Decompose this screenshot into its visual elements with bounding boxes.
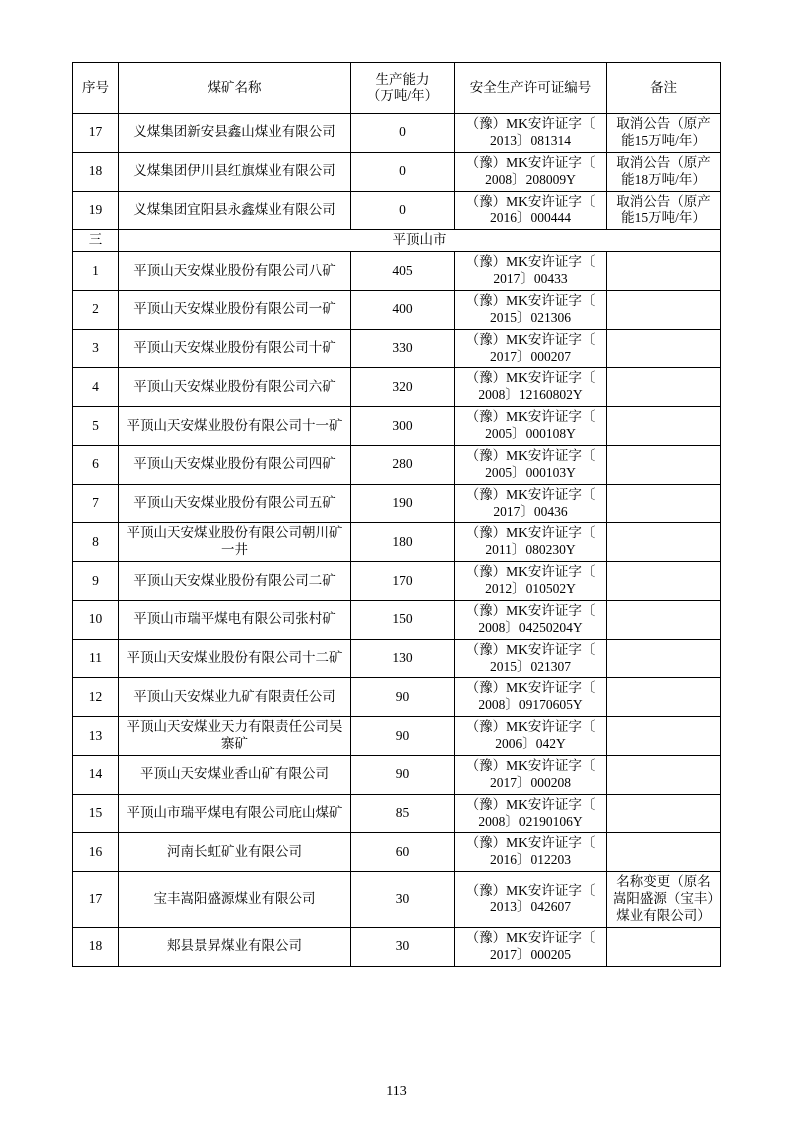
table-row <box>73 833 721 872</box>
license-line2: 2016〕000444 <box>490 210 571 226</box>
note-line2: 嵩阳盛源（宝丰）煤业有限公司） <box>612 891 715 923</box>
table-row <box>73 794 721 833</box>
note-line2: 能18万吨/年） <box>621 171 706 187</box>
row-index: 17 <box>73 872 119 928</box>
row-capacity: 280 <box>351 445 455 484</box>
note-line1: 取消公告（原产 <box>616 154 711 170</box>
row-license <box>455 678 607 717</box>
table-row <box>73 755 721 794</box>
row-index: 13 <box>73 717 119 756</box>
row-mine-name: 平顶山天安煤业股份有限公司四矿 <box>119 445 351 484</box>
table-row <box>73 152 721 191</box>
row-mine-name: 平顶山天安煤业股份有限公司十矿 <box>119 329 351 368</box>
row-license <box>455 445 607 484</box>
row-note <box>607 368 721 407</box>
row-license <box>455 639 607 678</box>
row-index: 9 <box>73 562 119 601</box>
row-mine-name: 平顶山天安煤业天力有限责任公司吴寨矿 <box>119 717 351 756</box>
row-index: 10 <box>73 600 119 639</box>
row-license <box>455 114 607 153</box>
row-license <box>455 794 607 833</box>
header-name: 煤矿名称 <box>119 63 351 114</box>
table-row <box>73 523 721 562</box>
license-line1: （豫）MK安许证字〔 <box>465 331 596 347</box>
row-note <box>607 678 721 717</box>
row-capacity: 150 <box>351 600 455 639</box>
license-line2: 2013〕042607 <box>490 899 571 915</box>
row-mine-name: 平顶山天安煤业股份有限公司五矿 <box>119 484 351 523</box>
row-note <box>607 717 721 756</box>
header-capacity-line1: 生产能力 <box>375 71 430 87</box>
row-note <box>607 329 721 368</box>
row-capacity: 85 <box>351 794 455 833</box>
license-line2: 2013〕081314 <box>490 132 571 148</box>
license-line2: 2016〕012203 <box>490 852 571 868</box>
row-license <box>455 368 607 407</box>
row-index: 12 <box>73 678 119 717</box>
row-license <box>455 755 607 794</box>
license-line2: 2008〕04250204Y <box>478 619 583 635</box>
table-row <box>73 562 721 601</box>
license-line1: （豫）MK安许证字〔 <box>465 602 596 618</box>
row-index: 8 <box>73 523 119 562</box>
license-line2: 2005〕000108Y <box>485 426 576 441</box>
table-row <box>73 191 721 230</box>
row-index: 6 <box>73 445 119 484</box>
table-row <box>73 445 721 484</box>
row-license <box>455 407 607 446</box>
row-license <box>455 252 607 291</box>
row-note <box>607 484 721 523</box>
page-number: 113 <box>386 1084 407 1099</box>
row-capacity: 330 <box>351 329 455 368</box>
row-mine-name: 平顶山天安煤业股份有限公司二矿 <box>119 562 351 601</box>
table-row <box>73 114 721 153</box>
license-line2: 2015〕021307 <box>490 658 571 674</box>
table-row <box>73 678 721 717</box>
table-header <box>73 63 721 114</box>
row-license <box>455 329 607 368</box>
table-row <box>73 290 721 329</box>
row-capacity: 90 <box>351 755 455 794</box>
row-mine-name: 平顶山天安煤业股份有限公司八矿 <box>119 252 351 291</box>
table-row <box>73 329 721 368</box>
row-capacity: 180 <box>351 523 455 562</box>
license-line2: 2008〕02190106Y <box>478 813 583 829</box>
row-capacity: 190 <box>351 484 455 523</box>
row-capacity: 0 <box>351 152 455 191</box>
row-note <box>607 562 721 601</box>
note-line2: 能15万吨/年） <box>621 132 706 148</box>
note-line1: 名称变更（原名 <box>616 874 711 890</box>
row-mine-name: 平顶山天安煤业股份有限公司朝川矿一井 <box>119 523 351 562</box>
row-index: 16 <box>73 833 119 872</box>
row-index: 19 <box>73 191 119 230</box>
license-line1: （豫）MK安许证字〔 <box>465 254 596 270</box>
license-line2: 2017〕000208 <box>490 774 571 790</box>
row-index: 7 <box>73 484 119 523</box>
license-line2: 2008〕208009Y <box>485 171 576 187</box>
row-index: 11 <box>73 639 119 678</box>
note-line1: 取消公告（原产 <box>616 193 711 209</box>
row-license <box>455 191 607 230</box>
license-line1: （豫）MK安许证字〔 <box>465 641 596 657</box>
row-index: 18 <box>73 152 119 191</box>
license-line1: （豫）MK安许证字〔 <box>465 929 596 945</box>
row-mine-name: 平顶山天安煤业香山矿有限公司 <box>119 755 351 794</box>
row-capacity: 30 <box>351 872 455 928</box>
row-license <box>455 927 607 966</box>
license-line1: （豫）MK安许证字〔 <box>465 292 596 308</box>
row-index: 2 <box>73 290 119 329</box>
row-mine-name: 平顶山市瑞平煤电有限公司庇山煤矿 <box>119 794 351 833</box>
row-license <box>455 717 607 756</box>
row-mine-name: 河南长虹矿业有限公司 <box>119 833 351 872</box>
table-body <box>73 114 721 967</box>
license-line2: 2012〕010502Y <box>485 581 576 596</box>
table-header-row <box>73 63 721 114</box>
row-note <box>607 252 721 291</box>
license-line1: （豫）MK安许证字〔 <box>465 835 596 851</box>
row-capacity: 0 <box>351 191 455 230</box>
row-note <box>607 191 721 230</box>
header-note: 备注 <box>607 63 721 114</box>
table-row <box>73 639 721 678</box>
row-capacity: 130 <box>351 639 455 678</box>
license-line1: （豫）MK安许证字〔 <box>465 447 596 463</box>
table-row <box>73 717 721 756</box>
row-mine-name: 郏县景昇煤业有限公司 <box>119 927 351 966</box>
row-license <box>455 872 607 928</box>
table-row <box>73 252 721 291</box>
row-mine-name: 平顶山天安煤业股份有限公司一矿 <box>119 290 351 329</box>
row-mine-name: 平顶山市瑞平煤电有限公司张村矿 <box>119 600 351 639</box>
row-mine-name: 平顶山天安煤业股份有限公司十二矿 <box>119 639 351 678</box>
row-mine-name: 平顶山天安煤业九矿有限责任公司 <box>119 678 351 717</box>
row-mine-name: 义煤集团新安县鑫山煤业有限公司 <box>119 114 351 153</box>
row-index: 18 <box>73 927 119 966</box>
license-line2: 2015〕021306 <box>490 309 571 325</box>
header-capacity-line2: （万吨/年） <box>366 88 439 103</box>
row-note <box>607 872 721 928</box>
table-group-row <box>73 230 721 252</box>
row-note <box>607 794 721 833</box>
note-line2: 能15万吨/年） <box>621 210 706 226</box>
license-line2: 2006〕042Y <box>495 736 566 751</box>
license-line1: （豫）MK安许证字〔 <box>465 719 596 735</box>
row-index: 15 <box>73 794 119 833</box>
group-label: 平顶山市 <box>119 230 721 252</box>
table-row <box>73 600 721 639</box>
row-index: 3 <box>73 329 119 368</box>
table-row <box>73 927 721 966</box>
license-line1: （豫）MK安许证字〔 <box>465 882 596 898</box>
row-index: 1 <box>73 252 119 291</box>
license-line2: 2017〕00436 <box>493 503 568 519</box>
table-row <box>73 407 721 446</box>
license-line1: （豫）MK安许证字〔 <box>465 370 596 386</box>
row-mine-name: 平顶山天安煤业股份有限公司十一矿 <box>119 407 351 446</box>
license-line2: 2017〕00433 <box>493 271 568 286</box>
row-note <box>607 755 721 794</box>
row-index: 5 <box>73 407 119 446</box>
row-mine-name: 平顶山天安煤业股份有限公司六矿 <box>119 368 351 407</box>
row-mine-name: 义煤集团伊川县红旗煤业有限公司 <box>119 152 351 191</box>
row-index: 4 <box>73 368 119 407</box>
header-capacity <box>351 63 455 114</box>
row-note <box>607 114 721 153</box>
row-license <box>455 523 607 562</box>
row-capacity: 405 <box>351 252 455 291</box>
table-row <box>73 368 721 407</box>
row-mine-name: 宝丰嵩阳盛源煤业有限公司 <box>119 872 351 928</box>
row-capacity: 170 <box>351 562 455 601</box>
row-license <box>455 152 607 191</box>
license-line1: （豫）MK安许证字〔 <box>465 680 596 696</box>
header-license: 安全生产许可证编号 <box>455 63 607 114</box>
coal-mine-table <box>72 62 721 967</box>
row-mine-name: 义煤集团宜阳县永鑫煤业有限公司 <box>119 191 351 230</box>
table-row <box>73 484 721 523</box>
license-line2: 2017〕000207 <box>490 348 571 364</box>
row-license <box>455 290 607 329</box>
row-license <box>455 484 607 523</box>
header-index: 序号 <box>73 63 119 114</box>
row-capacity: 300 <box>351 407 455 446</box>
row-note <box>607 639 721 678</box>
license-line2: 2008〕09170605Y <box>478 697 583 713</box>
row-note <box>607 833 721 872</box>
row-capacity: 320 <box>351 368 455 407</box>
license-line2: 2005〕000103Y <box>485 464 576 480</box>
row-capacity: 400 <box>351 290 455 329</box>
row-license <box>455 562 607 601</box>
license-line1: （豫）MK安许证字〔 <box>465 525 596 541</box>
row-capacity: 30 <box>351 927 455 966</box>
license-line2: 2017〕000205 <box>490 946 571 962</box>
row-capacity: 90 <box>351 717 455 756</box>
license-line1: （豫）MK安许证字〔 <box>465 116 596 131</box>
license-line1: （豫）MK安许证字〔 <box>465 193 596 209</box>
table-row <box>73 872 721 928</box>
row-note <box>607 523 721 562</box>
license-line1: （豫）MK安许证字〔 <box>465 486 596 502</box>
license-line2: 2008〕12160802Y <box>478 387 583 403</box>
row-capacity: 60 <box>351 833 455 872</box>
license-line2: 2011〕080230Y <box>485 542 576 558</box>
row-note <box>607 927 721 966</box>
row-index: 17 <box>73 114 119 153</box>
row-note <box>607 290 721 329</box>
row-capacity: 90 <box>351 678 455 717</box>
row-license <box>455 833 607 872</box>
row-index: 14 <box>73 755 119 794</box>
group-index: 三 <box>73 230 119 252</box>
row-note <box>607 152 721 191</box>
license-line1: （豫）MK安许证字〔 <box>465 564 596 580</box>
license-line1: （豫）MK安许证字〔 <box>465 757 596 773</box>
note-line1: 取消公告（原产 <box>616 116 711 131</box>
license-line1: （豫）MK安许证字〔 <box>465 409 596 425</box>
row-capacity: 0 <box>351 114 455 153</box>
row-note <box>607 600 721 639</box>
row-note <box>607 445 721 484</box>
license-line1: （豫）MK安许证字〔 <box>465 154 596 170</box>
license-line1: （豫）MK安许证字〔 <box>465 796 596 812</box>
row-note <box>607 407 721 446</box>
row-license <box>455 600 607 639</box>
